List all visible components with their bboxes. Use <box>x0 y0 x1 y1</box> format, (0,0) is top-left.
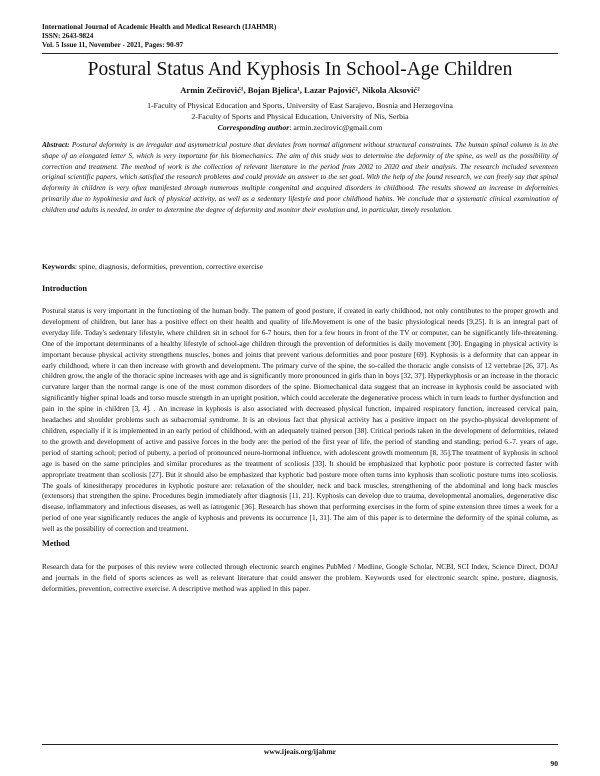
footer-divider <box>42 744 558 745</box>
journal-header <box>42 23 562 51</box>
corresponding-author-label: Corresponding author <box>217 123 290 132</box>
affiliation-1: 1-Faculty of Physical Education and Sports, University of East Sarajevo, Bosnia and Herzegovina <box>147 101 453 110</box>
footer-url[interactable]: www.ijeais.org/ijahmr <box>263 747 337 756</box>
journal-volume: Vol. 5 Issue 11, November - 2021, Pages: 90-97 <box>42 41 184 50</box>
journal-issn: ISSN: 2643-9824 <box>42 32 94 41</box>
keywords-text: : spine, diagnosis, deformities, prevention, corrective exercise <box>74 262 263 271</box>
corresponding-author <box>42 123 558 133</box>
keywords-label: Keywords <box>42 262 75 271</box>
abstract-label: Abstract: <box>42 140 70 149</box>
author-list: Armin Zečirović¹, Bojan Bjelica¹, Lazar Pajović², Nikola Aksović² <box>180 85 420 95</box>
abstract-text: Postural deformity is an irregular and asymmetrical posture that deviates from normal alignment without structural constraints. The human spinal column is in the shape of an elongated letter S, which is very important for his biomechanics. The aim of this study was to determine the deformity of the spine, as well as the possibility of correction and treatment. The method of work is the collection of relevant literature in the period from 2002 to 2020 and their analysis. The research included seventeen original scientific papers, which satisfied the research problems and could provide an answer to the set goal. With the help of the found research, we can freely say that spinal deformity in children is very often manifested through numerous multiple congenital and acquired disorders in childhood. The results showed an increase in deformities primarily due to hypokinesia and lack of physical activity, as well as a sedentary lifestyle and poor childhood habits. We conclude that a systematic clinical examination of children and adults is needed, in order to determine the degree of deformity and monitor their evolution and, in particular, timely resolution. <box>42 140 559 214</box>
page-number: 90 <box>550 759 558 768</box>
abstract <box>42 140 558 216</box>
method-heading: Method <box>42 539 70 548</box>
introduction-text: Postural status is very important in the functioning of the human body. The pattern of good posture, if created in early childhood, not only contributes to the proper growth and development of children, but later has a positive effect on their health and quality of life.Movement is one of the basic physiological needs [9,25]. It is an integral part of everyday life. Today's sedentary lifestyle, where children sit in school for 6-7 hours, then for a few hours in front of the TV or computer, can be significantly life-threatening. One of the important determinants of a healthy lifestyle of school-age children through the prevention of deformities is daily movement [30]. Engaging in physical activity is important because physical activity strengthens muscles, bones and joints that prevent various deformities and poor posture [69]. Kyphosis is a deformity that can appear in early childhood, where it can then increase with growth and development. The primary curve of the spine, the so-called the thoracic angle consists of 12 vertebrae [26, 37]. As children grow, the angle of the thoracic spine increases with age and is significantly more pronounced in girls than in boys [32, 37]. Hyperkyphosis or an increase in the thoracic curvature larger than the normal range is one of the most common disorders of the spine. Biomechanical data suggest that an increase in kyphosis could be associated with significantly higher spinal loads and torso muscle strength in an upright position, which could accelerate the degenerative process which in turn leads to further dysfunction and pain in the spine in children [3, 4]. . An increase in kyphosis is also associated with decreased physical function, impaired respiratory function, increased cervical pain, headaches and shoulder problems such as subacromial syndrome. It is an obvious fact that physical activity has a positive impact on the psycho-physical development of children, especially if it is implemented in an early period of childhood, with an adequately trained person [38]. Critical periods taken in the development of deformities, related to the growth and development of active and passive forces in the body are: the period of the first year of life, the period of standing and standing; period 6.-7. years of age, period of starting school; period of puberty, a period of pronounced neuro-hormonal influence, with adolescent growth momentum [8, 35].The treatment of kyphosis in school age is based on the same principles and similar procedures as the treatment of scoliosis [33]. It should be emphasized that kyphotic poor posture is corrected faster with appropriate treatment than scoliosis [27]. But it should also be emphasized that kyphotic bad posture more often turns into kyphosis than scoliotic posture turns into scoliosis. The goals of kinesitherapy procedures in kyphotic posture are: relaxation of the shoulder, neck and back muscles, strengthening of the abdominal and long back muscles (extensors) that strengthen the spine. Procedures begin immediately after diagnosis [11, 21]. Kyphosis can develop due to trauma, developmental anomalies, degenerative disc disease, inflammatory and infectious diseases, as well as iatrogenic [36]. Research has shown that performing exercises in the form of spine extension three times a week for a period of one year significantly reduces the angle of kyphosis and prevents its occurrence [1, 31]. The aim of this paper is to determine the deformity of the spinal column, as well as the possibility of correction and treatment. <box>42 306 558 534</box>
article-title: Postural Status And Kyphosis In School-Age Children <box>87 59 513 80</box>
keywords <box>42 262 558 272</box>
header-divider <box>42 53 558 54</box>
method-text: Research data for the purposes of this review were collected through electronic search engines PubMed / Medline, Google Scholar, NCBI, SCI Index, Science Direct, DOAJ and journals in the field of sports sciences as well as relevant literature that could answer the problem. Keywords used for electronic search: spine, posture, diagnosis, deformities, prevention, corrective exercise. A descriptive method was applied in this paper. <box>42 562 558 593</box>
journal-name: International Journal of Academic Health and Medical Research (IJAHMR) <box>42 23 277 31</box>
affiliation-2: 2-Faculty of Sports and Physical Education, University of Nis, Serbia <box>191 112 409 121</box>
corresponding-author-email: : armin.zecirovic@gmail.com <box>289 123 383 132</box>
introduction-heading: Introduction <box>42 284 88 293</box>
